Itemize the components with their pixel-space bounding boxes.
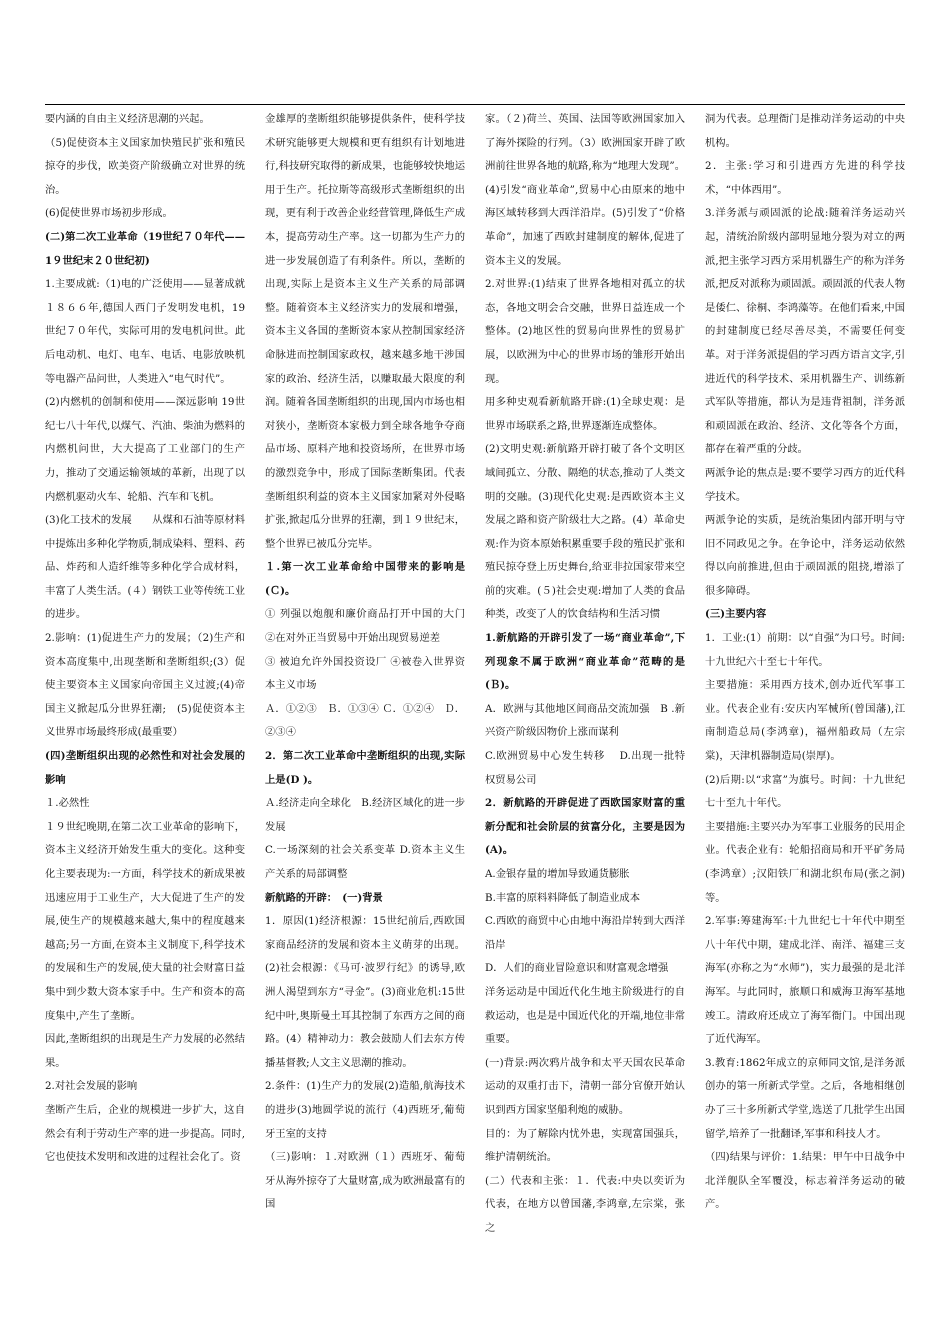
paragraph: ③ 被迫允许外国投资设厂 ④被卷入世界资本主义市场 (265, 655, 465, 692)
column-3 (485, 108, 685, 1308)
paragraph: 要内涵的自由主义经济思潮的兴起。 (45, 113, 210, 125)
column-4 (705, 108, 905, 1308)
paragraph: 因此,垄断组织的出现是生产力发展的必然结果。 (45, 1033, 245, 1069)
paragraph: (四)垄断组织出现的必然性和对社会发展的影响 (45, 750, 245, 786)
header-rule (45, 104, 905, 105)
column-1 (45, 108, 245, 1308)
paragraph: 主要措施：采用西方技术,创办近代军事工业。代表企业有:安庆内军械所(曾国藩),江南制造总局(李鸿章)，福州船政局（左宗棠)，天津机器制造局(崇厚)。 (705, 679, 905, 763)
paragraph: （5)促使资本主义国家加快殖民扩张和殖民掠夺的步伐，欧美资产阶级确立对世界的统治。 (45, 136, 245, 196)
column-2 (265, 108, 465, 1308)
paragraph: 2．第二次工业革命中垄断组织的出现,实际上是(D )。 (265, 750, 465, 786)
paragraph: 3.洋务派与顽固派的论战:随着洋务运动兴起，清统治阶级内部明显地分裂为对立的两派,把主张学习西方采用机器生产的称为洋务派,把反对派称为顽固派。顽固派的代表人物是倭仁、徐桐、李鸿藻等。在他们看来,中国的封建制度已经尽善尽美，不需要任何变革。对于洋务派提倡的学习西方语言文字,引进近代的科学技术、采用机器生产、训练新式军队等措施，都认为是违背祖制，洋务派和顽固派在政治、经济、文化等各个方面，都存在着严重的分歧。 (705, 207, 905, 456)
paragraph: 洞为代表。总理衙门是推动洋务运动的中央机构。 (705, 113, 905, 149)
paragraph: １.必然性 (45, 797, 90, 810)
paragraph: C.一场深刻的社会关系变革 D.资本主义生产关系的局部调整 (265, 844, 465, 880)
paragraph: 家。（２)荷兰、英国、法国等欧洲国家加入了海外探险的行列。（3）欧洲国家开辟了欧洲前往世界各地的航路,称为“地理大发现”。(4)引发“商业革命”,贸易中心由原来的地中海区域转移到大西洋沿岸。(5)引发了“价格革命”，加速了西欧封建制度的解体,促进了资本主义的发展。 (485, 113, 685, 267)
paragraph: C.欧洲贸易中心发生转移 D.出现一批特权贸易公司 (485, 750, 685, 786)
paragraph: 目的：为了解除内忧外患，实现富国强兵，维护清朝统治。 (485, 1127, 685, 1164)
paragraph: (6)促使世界市场初步形成。 (45, 207, 173, 220)
paragraph: 3.教育:1862年成立的京师同文馆,是洋务派创办的第一所新式学堂。之后，各地相继创办了三十多所新式学堂,选送了几批学生出国留学,培养了一批翻译,军事和科技人才。 (705, 1056, 905, 1140)
paragraph: (二)第二次工业革命（19世纪７０年代——1９世纪末２０世纪初) (45, 230, 245, 267)
paragraph: 1．原因(1)经济根源：15世纪前后,西欧国家商品经济的发展和资本主义萌芽的出现。(2)社会根源：《马可·波罗行纪》的诱导,欧洲人渴望到东方“寻金”。(3)商业危机:15世纪中叶,奥斯曼土耳其控制了东西方之间的商路。(4）精神动力：教会鼓励人们去东方传播基督教;人文主义思潮的推动。 (265, 915, 465, 1069)
paragraph: 两派争论的实质，是统治集团内部开明与守旧不同政见之争。在争论中，洋务运动依然得以向前推进,但由于顽固派的阻挠,增添了很多障碍。 (705, 514, 905, 597)
paragraph: (二）代表和主张：１．代表:中央以奕䜣为代表，在地方以曾国藩,李鸿章,左宗棠，张之 (485, 1174, 685, 1234)
paragraph: 2.对世界:(1)结束了世界各地相对孤立的状态，各地文明会合交融，世界日益连成一个整体。(2)地区性的贸易向世界性的贸易扩展，以欧洲为中心的世界市场的雏形开始出现。 (485, 278, 685, 385)
paragraph: 1．工业:(1）前期：以“自强”为口号。时间:十九世纪六十至七十年代。 (705, 632, 905, 668)
paragraph: 洋务运动是中国近代化生地主阶级进行的自救运动，也是是中国近代化的开端,地位非常重要。 (485, 985, 685, 1046)
paragraph: 新航路的开辟： (一)背景 (265, 891, 383, 904)
paragraph: 主要措施:主要兴办为军事工业服务的民用企业。代表企业有：轮船招商局和开平矿务局(李鸿章）;汉阳铁厂和湖北织布局(张之洞)等。 (705, 820, 905, 904)
paragraph: 1.新航路的开辟引发了一场“商业革命”,下列现象不属于欧洲“商业革命”范畴的是(Ｂ)。 (485, 632, 685, 692)
paragraph: 用多种史观看新航路开辟:(1)全球史观：是世界市场联系之路,世界逐渐连成整体。 (485, 396, 685, 432)
paragraph: (一)背景:两次鸦片战争和太平天国农民革命运动的双重打击下，清朝一部分官僚开始认识到西方国家坚船利炮的威胁。 (485, 1056, 685, 1116)
paragraph: （三)影响：１.对欧洲（１）西班牙、葡萄牙从海外掠夺了大量财富,成为欧洲最富有的国 (265, 1151, 465, 1211)
paragraph: 2.对社会发展的影响 (45, 1080, 138, 1093)
paragraph: 金雄厚的垄断组织能够提供条件，使科学技术研究能够更大规模和更有组织有计划地进行,科技研究取得的新成果，也能够较快地运用于生产。托拉斯等高级形式垄断组织的出现，更有利于改善企业经营管理,降低生产成本，提高劳动生产率。这一切都为生产力的进一步发展创造了有利条件。所以，垄断的出现,实际上是资本主义生产关系的局部调整。随着资本主义经济实力的发展和增强，资本主义各国的垄断资本家从控制国家经济命脉进而控制国家政权，越来越多地干涉国家的政治、经济生活，以赚取最大限度的利润。随着各国垄断组织的出现,国内市场也相对狭小，垄断资本家极力到全球各地争夺商品市场、原料产地和投资场所，在世界市场的激烈竞争中，形成了国际垄断集团。代表垄断组织利益的资本主义国家加紧对外侵略扩张,掀起瓜分世界的狂潮，到１９世纪末，整个世界已被瓜分完毕。 (265, 113, 465, 550)
paragraph: １９世纪晚期,在第二次工业革命的影响下，资本主义经济开始发生重大的变化。这种变化主要表现为:一方面，科学技术的新成果被迅速应用于工业生产，大大促进了生产的发展,使生产的规模越来越大,集中的程度越来越高;另一方面,在资本主义制度下,科学技术的发展和生产的发展,使大量的社会财富日益集中到少数大资本家手中。生产和资本的高度集中,产生了垄断。 (45, 820, 245, 1022)
paragraph: (三)主要内容 (705, 608, 767, 621)
paragraph: A．欧洲与其他地区间商品交流加强 B .新兴资产阶级因物价上涨而谋利 (485, 702, 685, 739)
paragraph: 2．主张:学习和引进西方先进的科学技术，“中体西用”。 (705, 160, 905, 196)
paragraph: A.金银存量的增加导致通货膨胀 (485, 868, 630, 880)
paragraph: 1.主要成就:（1)电的广泛使用——显著成就１８６６年,德国人西门子发明发电机，19世纪７０年代，实际可用的发电机问世。此后电动机、电灯、电车、电话、电影放映机等电器产品问世，人类进入“电气时代”。 (45, 278, 245, 385)
paragraph: ① 列强以炮舰和廉价商品打开中国的大门 ②在对外正当贸易中开始出现贸易逆差 (265, 608, 465, 645)
paragraph: 2.条件：(1)生产力的发展(2)造船,航海技术的进步(3)地圆学说的流行（4)西班牙,葡萄牙王室的支持 (265, 1080, 465, 1140)
paragraph: D．人们的商业冒险意识和财富观念增强 (485, 962, 669, 975)
paragraph: B.丰富的原料料降低了制造业成本 (485, 891, 640, 904)
paragraph: Ａ.经济走向全球化 B.经济区域化的进一步发展 (265, 797, 465, 833)
paragraph: Ａ．①②③ Ｂ．①③④ Ｃ．①②④ Ｄ．②③④ (265, 702, 465, 739)
paragraph: 垄断产生后，企业的规模进一步扩大，这自然会有利于劳动生产率的进一步提高。同时,它也使技术发明和改进的过程社会化了。资 (45, 1103, 245, 1164)
paragraph: 2.军事:筹建海军:十九世纪七十年代中期至八十年代中期，建成北洋、南洋、福建三支海军(亦称之为“水师”)，实力最强的是北洋海军。与此同时，旅顺口和威海卫海军基地竣工。清政府还成立了海军衙门。中国出现了近代海军。 (705, 915, 905, 1046)
paragraph: １.第一次工业革命给中国带来的影响是(Ｃ)。 (265, 561, 465, 597)
paragraph: C.西欧的商贸中心由地中海沿岸转到大西洋沿岸 (485, 915, 685, 951)
paragraph: (2)后期:以“求富”为旗号。时间：十九世纪七十至九十年代。 (705, 773, 905, 810)
paragraph: 2．新航路的开辟促进了西欧国家财富的重新分配和社会阶层的贫富分化，主要是因为(A)。 (485, 797, 685, 857)
paragraph: (2)内燃机的创制和使用——深远影响 19世纪七八十年代,以煤气、汽油、柴油为燃料的内燃机问世，大大提高了工业部门的生产力，推动了交通运输领域的革新，出现了以内燃机驱动火车、轮船、汽车和飞机。 (45, 396, 245, 503)
paragraph: (2)文明史观:新航路开辟打破了各个文明区域间孤立、分散、隔绝的状态,推动了人类文明的交融。(3)现代化史观:是西欧资本主义发展之路和资产阶级壮大之路。(4）革命史观:作为资本原始积累重要手段的殖民扩张和殖民掠夺登上历史舞台,给亚非拉国家带来空前的灾难。(５)社会史观:增加了人类的食品种类，改变了人的饮食结构和生活习惯 (485, 443, 685, 621)
paragraph: 两派争论的焦点是:要不要学习西方的近代科学技术。 (705, 466, 905, 503)
text-columns (45, 108, 905, 1308)
paragraph: （四)结果与评价：1.结果：甲午中日战争中北洋舰队全军覆没，标志着洋务运动的破产。 (705, 1151, 905, 1211)
paragraph: (3)化工技术的发展 从煤和石油等原材料中提炼出多种化学物质,制成染料、塑料、药品、炸药和人造纤维等多种化学合成材料，丰富了人类生活。(４）钢铁工业等传统工业的进步。 (45, 514, 245, 621)
paragraph: 2.影响：(1)促进生产力的发展；（2)生产和资本高度集中,出现垄断和垄断组织;(3）促使主要资本主义国家向帝国主义过渡;(4)帝国主义掀起瓜分世界狂潮; (5)促使资本主义世界市场最终形成(最重要） (45, 632, 245, 739)
